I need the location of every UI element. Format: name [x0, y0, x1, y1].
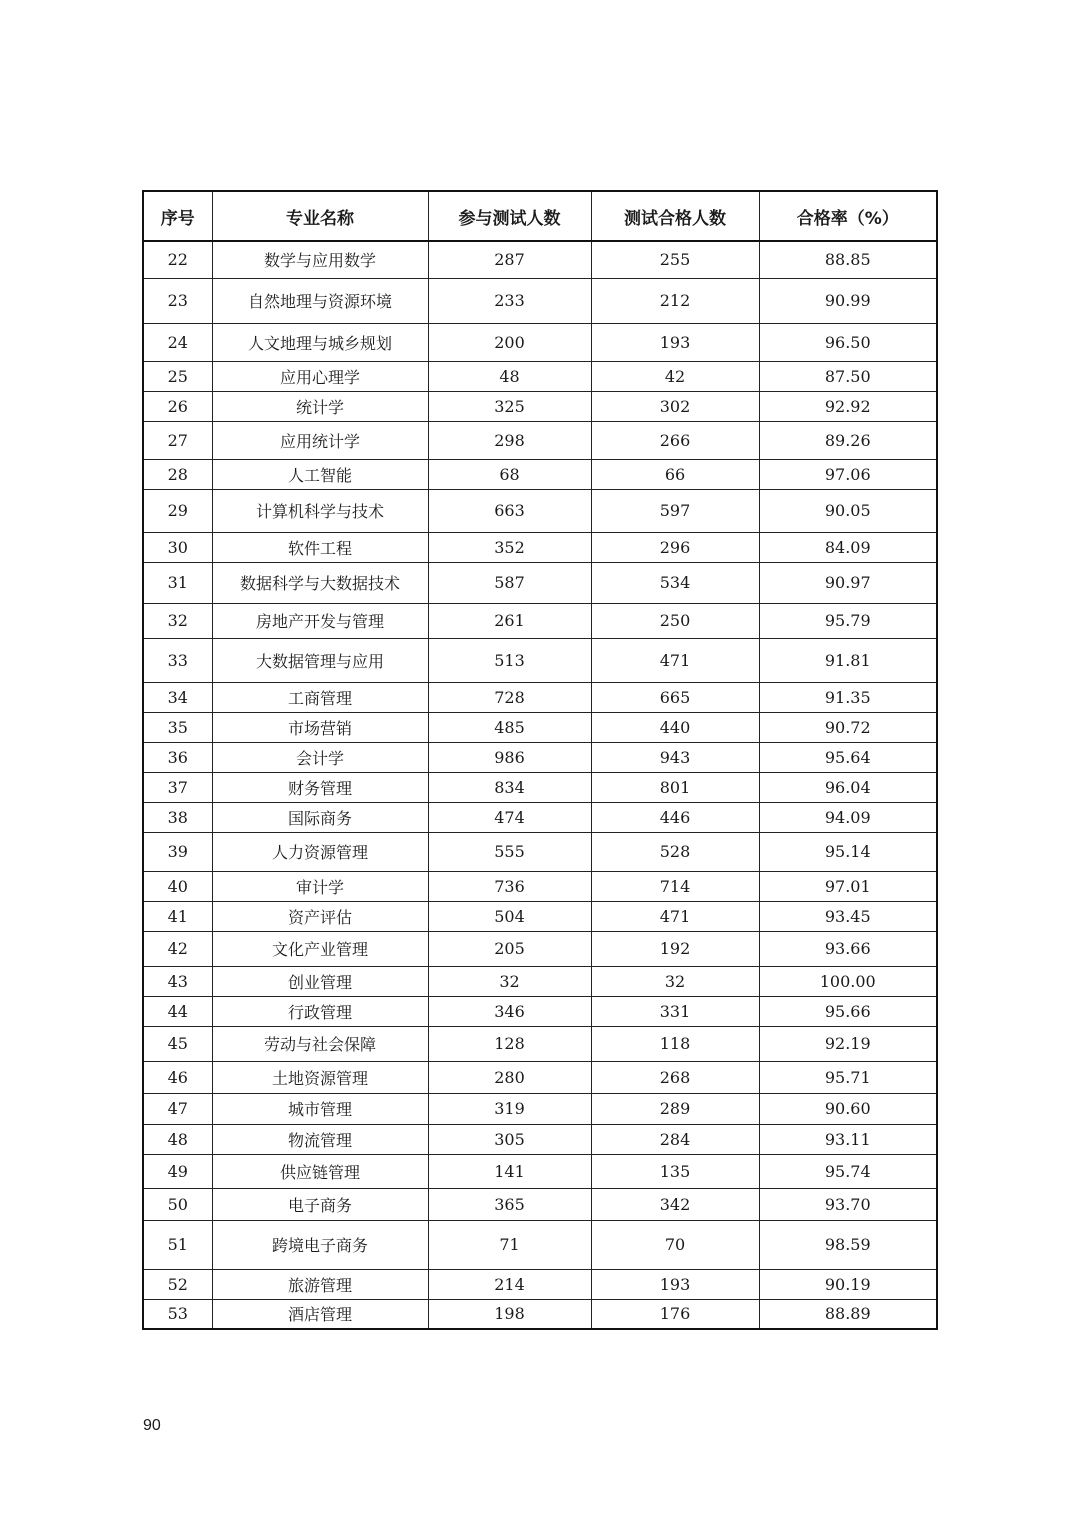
table-row: [143, 1124, 937, 1154]
cell-major-name: 自然地理与资源环境: [212, 278, 428, 323]
cell-participants: 68: [428, 459, 591, 489]
cell-participants: 834: [428, 772, 591, 802]
header-pass-rate: 合格率（%）: [759, 191, 937, 241]
cell-passed: 255: [591, 241, 759, 278]
cell-serial: 34: [143, 682, 212, 712]
cell-serial: 31: [143, 562, 212, 603]
cell-participants: 663: [428, 489, 591, 532]
table-row: [143, 532, 937, 562]
cell-serial: 46: [143, 1061, 212, 1093]
cell-pass-rate: 90.60: [759, 1093, 937, 1124]
cell-passed: 471: [591, 638, 759, 682]
cell-passed: 471: [591, 901, 759, 931]
cell-participants: 474: [428, 802, 591, 832]
cell-pass-rate: 90.72: [759, 712, 937, 742]
cell-serial: 30: [143, 532, 212, 562]
table-row: [143, 1188, 937, 1220]
cell-passed: 597: [591, 489, 759, 532]
table-row: [143, 802, 937, 832]
cell-passed: 193: [591, 1269, 759, 1299]
cell-passed: 212: [591, 278, 759, 323]
cell-major-name: 审计学: [212, 871, 428, 901]
cell-major-name: 资产评估: [212, 901, 428, 931]
cell-major-name: 应用统计学: [212, 421, 428, 459]
cell-participants: 214: [428, 1269, 591, 1299]
cell-serial: 27: [143, 421, 212, 459]
cell-pass-rate: 90.97: [759, 562, 937, 603]
cell-major-name: 城市管理: [212, 1093, 428, 1124]
cell-pass-rate: 98.59: [759, 1220, 937, 1269]
cell-major-name: 数学与应用数学: [212, 241, 428, 278]
cell-serial: 51: [143, 1220, 212, 1269]
cell-pass-rate: 95.71: [759, 1061, 937, 1093]
cell-participants: 32: [428, 966, 591, 996]
cell-pass-rate: 97.01: [759, 871, 937, 901]
cell-pass-rate: 88.89: [759, 1299, 937, 1329]
cell-serial: 37: [143, 772, 212, 802]
cell-pass-rate: 93.70: [759, 1188, 937, 1220]
table-row: [143, 278, 937, 323]
cell-serial: 28: [143, 459, 212, 489]
cell-pass-rate: 93.45: [759, 901, 937, 931]
table-row: [143, 931, 937, 966]
cell-participants: 200: [428, 323, 591, 361]
cell-major-name: 土地资源管理: [212, 1061, 428, 1093]
table-row: [143, 966, 937, 996]
cell-pass-rate: 95.64: [759, 742, 937, 772]
cell-serial: 29: [143, 489, 212, 532]
cell-pass-rate: 95.14: [759, 832, 937, 871]
table-row: [143, 638, 937, 682]
table-row: [143, 489, 937, 532]
cell-passed: 440: [591, 712, 759, 742]
header-passed: 测试合格人数: [591, 191, 759, 241]
cell-pass-rate: 88.85: [759, 241, 937, 278]
cell-serial: 43: [143, 966, 212, 996]
cell-participants: 504: [428, 901, 591, 931]
cell-major-name: 物流管理: [212, 1124, 428, 1154]
cell-serial: 52: [143, 1269, 212, 1299]
cell-major-name: 计算机科学与技术: [212, 489, 428, 532]
cell-serial: 35: [143, 712, 212, 742]
table-row: [143, 241, 937, 278]
cell-major-name: 供应链管理: [212, 1154, 428, 1188]
cell-passed: 665: [591, 682, 759, 712]
cell-major-name: 人工智能: [212, 459, 428, 489]
table-row: [143, 603, 937, 638]
page-number: 90: [143, 1417, 161, 1434]
cell-major-name: 统计学: [212, 391, 428, 421]
cell-pass-rate: 90.99: [759, 278, 937, 323]
cell-passed: 289: [591, 1093, 759, 1124]
table-row: [143, 712, 937, 742]
cell-major-name: 应用心理学: [212, 361, 428, 391]
cell-participants: 298: [428, 421, 591, 459]
cell-passed: 66: [591, 459, 759, 489]
cell-participants: 205: [428, 931, 591, 966]
cell-pass-rate: 94.09: [759, 802, 937, 832]
cell-participants: 287: [428, 241, 591, 278]
cell-participants: 233: [428, 278, 591, 323]
cell-major-name: 文化产业管理: [212, 931, 428, 966]
cell-serial: 26: [143, 391, 212, 421]
cell-passed: 296: [591, 532, 759, 562]
cell-major-name: 行政管理: [212, 996, 428, 1026]
cell-passed: 268: [591, 1061, 759, 1093]
cell-passed: 192: [591, 931, 759, 966]
table-row: [143, 1220, 937, 1269]
cell-major-name: 房地产开发与管理: [212, 603, 428, 638]
table-row: [143, 459, 937, 489]
cell-passed: 193: [591, 323, 759, 361]
cell-major-name: 旅游管理: [212, 1269, 428, 1299]
table-row: [143, 772, 937, 802]
cell-serial: 38: [143, 802, 212, 832]
cell-passed: 302: [591, 391, 759, 421]
cell-participants: 587: [428, 562, 591, 603]
cell-participants: 728: [428, 682, 591, 712]
cell-serial: 39: [143, 832, 212, 871]
cell-passed: 266: [591, 421, 759, 459]
cell-participants: 485: [428, 712, 591, 742]
cell-pass-rate: 90.19: [759, 1269, 937, 1299]
cell-major-name: 劳动与社会保障: [212, 1026, 428, 1061]
cell-pass-rate: 92.19: [759, 1026, 937, 1061]
table-row: [143, 1154, 937, 1188]
cell-serial: 22: [143, 241, 212, 278]
table-row: [143, 1093, 937, 1124]
cell-passed: 176: [591, 1299, 759, 1329]
header-serial: 序号: [143, 191, 212, 241]
table-row: [143, 562, 937, 603]
cell-passed: 331: [591, 996, 759, 1026]
header-row: [143, 191, 937, 241]
cell-passed: 528: [591, 832, 759, 871]
cell-passed: 32: [591, 966, 759, 996]
cell-serial: 49: [143, 1154, 212, 1188]
cell-serial: 23: [143, 278, 212, 323]
table-row: [143, 361, 937, 391]
cell-participants: 736: [428, 871, 591, 901]
cell-pass-rate: 91.81: [759, 638, 937, 682]
cell-pass-rate: 93.66: [759, 931, 937, 966]
cell-serial: 40: [143, 871, 212, 901]
cell-participants: 198: [428, 1299, 591, 1329]
cell-pass-rate: 89.26: [759, 421, 937, 459]
cell-pass-rate: 100.00: [759, 966, 937, 996]
cell-serial: 25: [143, 361, 212, 391]
header-major-name: 专业名称: [212, 191, 428, 241]
cell-passed: 284: [591, 1124, 759, 1154]
table-row: [143, 1026, 937, 1061]
data-table: [142, 190, 938, 1330]
cell-pass-rate: 91.35: [759, 682, 937, 712]
cell-major-name: 酒店管理: [212, 1299, 428, 1329]
cell-pass-rate: 87.50: [759, 361, 937, 391]
cell-passed: 801: [591, 772, 759, 802]
cell-participants: 48: [428, 361, 591, 391]
cell-participants: 325: [428, 391, 591, 421]
cell-passed: 943: [591, 742, 759, 772]
cell-major-name: 财务管理: [212, 772, 428, 802]
table-row: [143, 1061, 937, 1093]
table-row: [143, 996, 937, 1026]
cell-pass-rate: 97.06: [759, 459, 937, 489]
cell-pass-rate: 93.11: [759, 1124, 937, 1154]
cell-major-name: 电子商务: [212, 1188, 428, 1220]
cell-major-name: 创业管理: [212, 966, 428, 996]
cell-pass-rate: 92.92: [759, 391, 937, 421]
cell-serial: 32: [143, 603, 212, 638]
cell-major-name: 市场营销: [212, 712, 428, 742]
cell-participants: 513: [428, 638, 591, 682]
cell-serial: 45: [143, 1026, 212, 1061]
cell-major-name: 国际商务: [212, 802, 428, 832]
cell-serial: 41: [143, 901, 212, 931]
cell-pass-rate: 95.79: [759, 603, 937, 638]
cell-serial: 48: [143, 1124, 212, 1154]
header-participants: 参与测试人数: [428, 191, 591, 241]
cell-pass-rate: 95.66: [759, 996, 937, 1026]
cell-passed: 118: [591, 1026, 759, 1061]
cell-participants: 305: [428, 1124, 591, 1154]
table-body: [143, 241, 937, 1329]
cell-passed: 250: [591, 603, 759, 638]
cell-passed: 446: [591, 802, 759, 832]
cell-pass-rate: 96.50: [759, 323, 937, 361]
cell-serial: 53: [143, 1299, 212, 1329]
table-row: [143, 901, 937, 931]
cell-serial: 50: [143, 1188, 212, 1220]
cell-passed: 714: [591, 871, 759, 901]
cell-participants: 128: [428, 1026, 591, 1061]
cell-participants: 365: [428, 1188, 591, 1220]
table-row: [143, 323, 937, 361]
cell-passed: 534: [591, 562, 759, 603]
cell-major-name: 人文地理与城乡规划: [212, 323, 428, 361]
cell-participants: 261: [428, 603, 591, 638]
cell-serial: 42: [143, 931, 212, 966]
table-row: [143, 1269, 937, 1299]
cell-major-name: 会计学: [212, 742, 428, 772]
cell-pass-rate: 84.09: [759, 532, 937, 562]
cell-serial: 44: [143, 996, 212, 1026]
cell-major-name: 工商管理: [212, 682, 428, 712]
cell-serial: 47: [143, 1093, 212, 1124]
cell-serial: 24: [143, 323, 212, 361]
cell-passed: 342: [591, 1188, 759, 1220]
cell-participants: 352: [428, 532, 591, 562]
cell-participants: 555: [428, 832, 591, 871]
cell-participants: 986: [428, 742, 591, 772]
table-row: [143, 391, 937, 421]
cell-participants: 280: [428, 1061, 591, 1093]
cell-major-name: 人力资源管理: [212, 832, 428, 871]
cell-participants: 319: [428, 1093, 591, 1124]
cell-passed: 70: [591, 1220, 759, 1269]
cell-major-name: 软件工程: [212, 532, 428, 562]
cell-major-name: 大数据管理与应用: [212, 638, 428, 682]
table-row: [143, 1299, 937, 1329]
table-row: [143, 421, 937, 459]
cell-participants: 141: [428, 1154, 591, 1188]
cell-major-name: 数据科学与大数据技术: [212, 562, 428, 603]
cell-serial: 36: [143, 742, 212, 772]
table-row: [143, 832, 937, 871]
cell-pass-rate: 96.04: [759, 772, 937, 802]
cell-major-name: 跨境电子商务: [212, 1220, 428, 1269]
cell-passed: 42: [591, 361, 759, 391]
cell-serial: 33: [143, 638, 212, 682]
cell-participants: 71: [428, 1220, 591, 1269]
cell-passed: 135: [591, 1154, 759, 1188]
table-row: [143, 682, 937, 712]
cell-pass-rate: 95.74: [759, 1154, 937, 1188]
cell-pass-rate: 90.05: [759, 489, 937, 532]
table-row: [143, 871, 937, 901]
table-row: [143, 742, 937, 772]
cell-participants: 346: [428, 996, 591, 1026]
